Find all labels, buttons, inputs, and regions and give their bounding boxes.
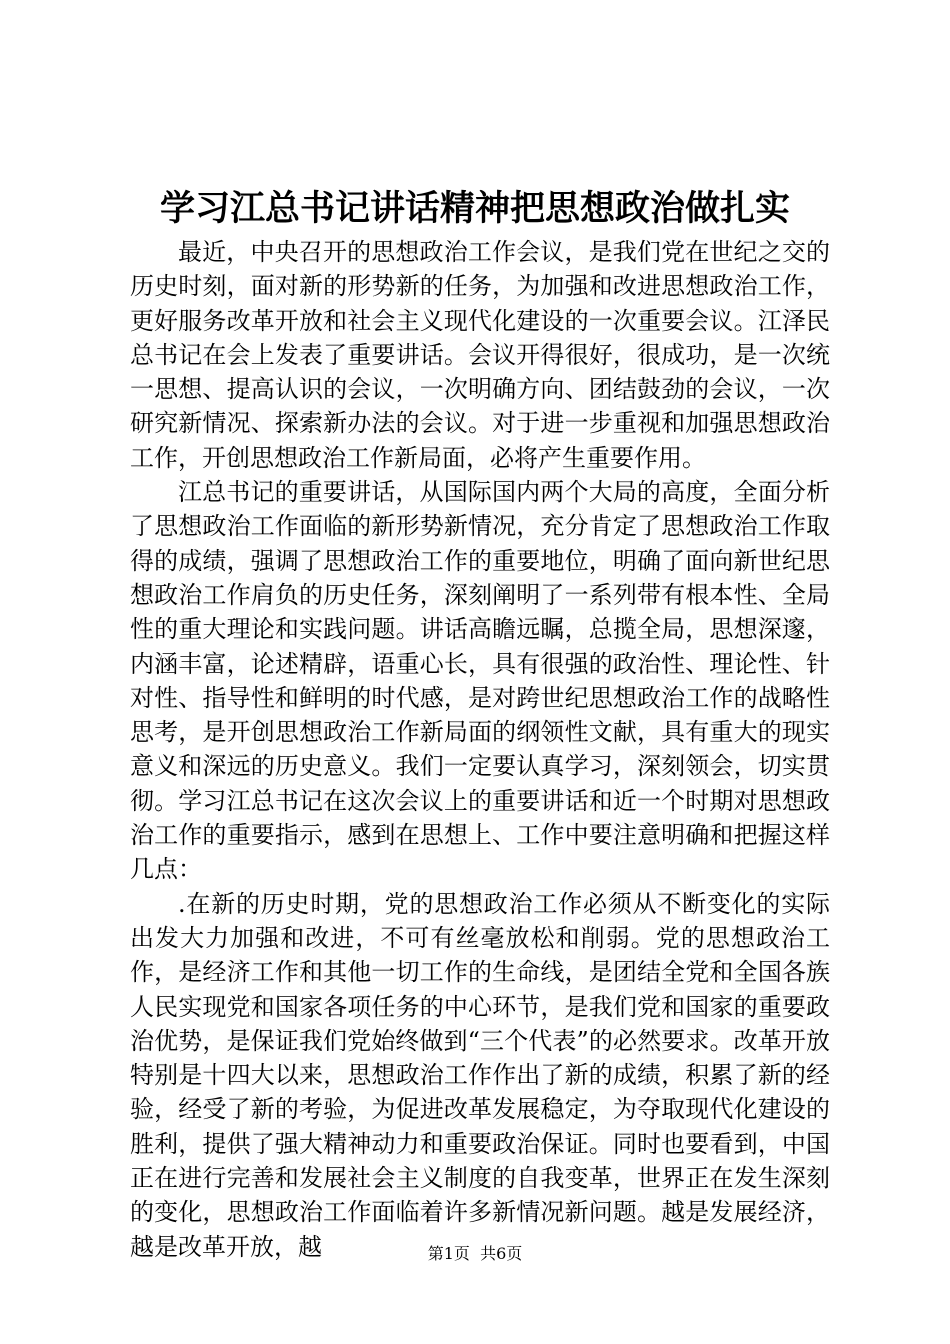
page-footer: 第1页 共6页 [427,1244,523,1263]
document-title: 学习江总书记讲话精神把思想政治做扎实 [159,188,790,229]
document-body [130,235,830,1264]
paragraph-3: .在新的历史时期，党的思想政治工作必须从不断变化的实际出发大力加强和改进，不可有丝毫放松和削弱。党的思想政治工作，是经济工作和其他一切工作的生命线，是团结全党和全国各族人民实现党和国家各项任务的中心环节，是我们党和国家的重要政治优势，是保证我们党始终做到“三个代表”的必然要求。改革开放特别是十四大以来，思想政治工作作出了新的成绩，积累了新的经验，经受了新的考验，为促进改革发展稳定，为夺取现代化建设的胜利，提供了强大精神动力和重要政治保证。同时也要看到，中国正在进行完善和发展社会主义制度的自我变革，世界正在发生深刻的变化，思想政治工作面临着许多新情况新问题。越是发展经济，越是改革开放，越 [130,889,830,1261]
paragraph-1: 最近，中央召开的思想政治工作会议，是我们党在世纪之交的历史时刻，面对新的形势新的任务，为加强和改进思想政治工作，更好服务改革开放和社会主义现代化建设的一次重要会议。江泽民总书记在会上发表了重要讲话。会议开得很好，很成功，是一次统一思想、提高认识的会议，一次明确方向、团结鼓劲的会议，一次研究新情况、探索新办法的会议。对于进一步重视和加强思想政治工作，开创思想政治工作新局面，必将产生重要作用。 [130,238,830,472]
paragraph-2: 江总书记的重要讲话，从国际国内两个大局的高度，全面分析了思想政治工作面临的新形势新情况，充分肯定了思想政治工作取得的成绩，强调了思想政治工作的重要地位，明确了面向新世纪思想政治工作肩负的历史任务，深刻阐明了一系列带有根本性、全局性的重大理论和实践问题。讲话高瞻远瞩，总揽全局，思想深邃，内涵丰富，论述精辟，语重心长，具有很强的政治性、理论性、针对性、指导性和鲜明的时代感，是对跨世纪思想政治工作的战略性思考，是开创思想政治工作新局面的纲领性文献，具有重大的现实意义和深远的历史意义。我们一定要认真学习，深刻领会，切实贯彻。学习江总书记在这次会议上的重要讲话和近一个时期对思想政治工作的重要指示，感到在思想上、工作中要注意明确和把握这样几点： [130,478,830,884]
